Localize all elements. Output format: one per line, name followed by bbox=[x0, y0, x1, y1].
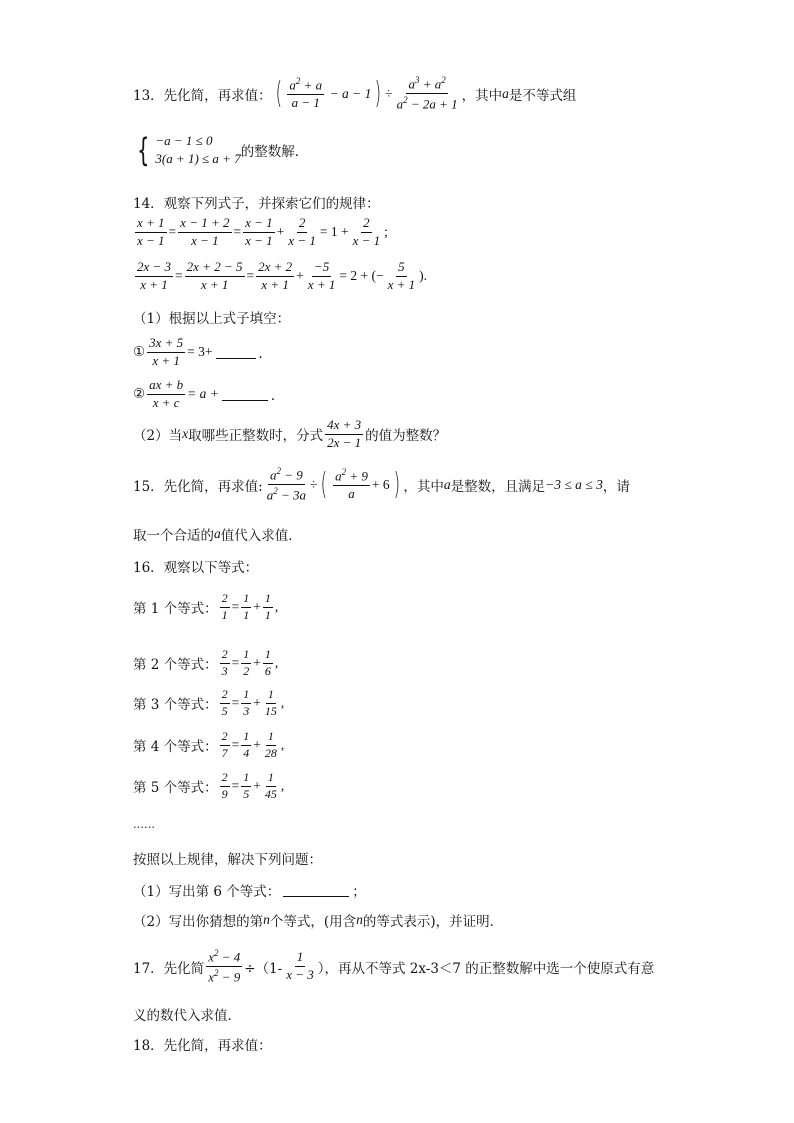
q17-tail: ），再从不等式 2x-3＜7 的正整数解中选一个使原式有意 bbox=[317, 960, 655, 977]
q13-div: ÷ bbox=[385, 85, 393, 101]
circle-1: ① bbox=[133, 344, 146, 361]
q14-p2c: 的值为整数？ bbox=[365, 428, 447, 445]
q13-frac2: $\frac{a^3 + a^2}{a^2 - 2a + 1}$ bbox=[396, 75, 458, 112]
q14-p2a: （2）当 bbox=[133, 428, 183, 445]
q16-p2n2: n bbox=[356, 912, 363, 927]
q14-example1: $\frac{x + 1}{x - 1}$ = $\frac{x - 1 + 2}{x - 1}$ = $\frac{x - 1}{x - 1}$ + $\frac{2}{x - 1}$ = 1 + $\frac{2}{x - 1}$ ; bbox=[137, 215, 388, 248]
q13-tail2: 是不等式组 bbox=[508, 87, 577, 104]
q15-tail-c: ，请 bbox=[602, 478, 630, 495]
q16-eq1: 第 1 个等式： $\frac{2}{1}$ = $\frac{1}{1}$ + $\frac{1}{1}$ , bbox=[133, 591, 279, 622]
q14-p2x: x bbox=[182, 426, 189, 442]
q14-part1: （1）根据以上式子填空： bbox=[133, 311, 291, 327]
q16-p2c: 的等式表示)，并证明． bbox=[362, 914, 504, 930]
q15-tail-var: a bbox=[443, 476, 451, 492]
eq2-label: 第 2 个等式： bbox=[133, 657, 218, 674]
fill2-dot: ． bbox=[270, 388, 285, 405]
paren-right: ) bbox=[375, 75, 382, 111]
q13-var: a bbox=[502, 85, 509, 101]
q13-system bbox=[133, 132, 308, 167]
q16-p2 bbox=[133, 910, 503, 930]
ineq-1: −a − 1 ≤ 0 bbox=[155, 133, 213, 148]
q14-fill2: ② $\frac{ax + b}{x + c}$ = a + ． bbox=[133, 377, 285, 410]
q14-p2b: 取哪些正整数时，分式 bbox=[188, 428, 324, 445]
q15-line1: 15．先化简，再求值: $\frac{a^2 - 9}{a^2 - 3a}$ ÷ ( $\frac{a^2 + 9}{a}$ + 6 ) ，其中 a 是整数，且满足 −3 ≤ a ≤ 3 ，请 bbox=[133, 466, 630, 503]
q16-eq5: 第 5 个等式： $\frac{2}{9}$ = $\frac{1}{5}$ + $\frac{1}{45}$ , bbox=[133, 770, 285, 801]
q15-tail-a: ，其中 bbox=[403, 478, 444, 495]
fill1-dot: ． bbox=[258, 346, 273, 363]
q15-l2var: a bbox=[214, 526, 221, 541]
q15-line2 bbox=[133, 524, 302, 544]
circle-2: ② bbox=[133, 386, 146, 403]
ineq-2: 3(a + 1) ≤ a + 7 bbox=[155, 150, 241, 166]
q15-l2b: 值代入求值． bbox=[220, 528, 302, 544]
q14-example2: $\frac{2x - 3}{x + 1}$ = $\frac{2x + 2 - 5}{x + 1}$ = $\frac{2x + 2}{x + 1}$ + $\frac{-5}{x + 1}$ = 2 + (− $\frac{5}{x + 1}$ ). bbox=[137, 259, 427, 292]
q16-ellipsis: …… bbox=[133, 818, 155, 831]
q16-p1-end: ； bbox=[352, 884, 366, 900]
q16-rule: 按照以上规律，解决下列问题： bbox=[133, 852, 322, 868]
q16-eq2: 第 2 个等式： $\frac{2}{3}$ = $\frac{1}{2}$ + $\frac{1}{6}$ , bbox=[133, 647, 279, 678]
eq4-label: 第 4 个等式： bbox=[133, 739, 218, 756]
q13-tail: ，其中 bbox=[461, 87, 503, 104]
q15-tail-b: 是整数，且满足 bbox=[450, 478, 546, 495]
q14-part2: （2）当 x 取哪些正整数时，分式 $\frac{4x + 3}{2x - 1}$ 的值为整数？ bbox=[133, 417, 447, 450]
q14-intro: 14．观察下列式子，并探索它们的规律： bbox=[133, 196, 380, 212]
q16-eq4: 第 4 个等式： $\frac{2}{7}$ = $\frac{1}{4}$ + $\frac{1}{28}$ , bbox=[133, 729, 285, 760]
q13-line1 bbox=[133, 75, 576, 113]
fill2-lhs: = a + bbox=[187, 386, 219, 402]
fill1-lhs: = 3+ bbox=[187, 344, 213, 360]
brace-icon: { bbox=[137, 130, 150, 169]
q16-intro: 16．观察以下等式： bbox=[133, 560, 259, 576]
answer-blank-1[interactable] bbox=[216, 346, 256, 359]
answer-blank-2[interactable] bbox=[222, 388, 268, 401]
q15-l2a: 取一个合适的 bbox=[133, 528, 214, 544]
q13-intro: 13．先化简，再求值： bbox=[133, 87, 272, 104]
q16-eq3: 第 3 个等式： $\frac{2}{5}$ = $\frac{1}{3}$ + $\frac{1}{15}$ , bbox=[133, 687, 285, 718]
eq3-label: 第 3 个等式： bbox=[133, 697, 218, 714]
q17-intro: 17．先化简 bbox=[133, 960, 205, 977]
q16-p2b: 个等式，(用含 bbox=[269, 914, 357, 930]
q17-mid: ÷（1- bbox=[244, 960, 283, 977]
q17-line2: 义的数代入求值． bbox=[133, 1008, 241, 1024]
q15-range: −3 ≤ a ≤ 3 bbox=[545, 476, 603, 492]
q13-frac1: $\frac{a^2 + a}{a - 1}$ bbox=[289, 76, 323, 111]
q17-line1: 17．先化简 $\frac{x^2 - 4}{x^2 - 9}$ ÷（1- $\frac{1}{x - 3}$ ），再从不等式 2x-3＜7 的正整数解中选一个使原式有意 bbox=[133, 948, 655, 985]
q15-intro: 15．先化简，再求值: bbox=[133, 478, 263, 495]
q13-ineq-tail: 的整数解． bbox=[240, 143, 309, 160]
q16-p1-text: （1）写出第 6 个等式： bbox=[133, 884, 281, 900]
inequality-system bbox=[155, 132, 240, 167]
q16-p1 bbox=[133, 880, 366, 900]
eq5-label: 第 5 个等式： bbox=[133, 780, 218, 797]
answer-blank-3[interactable] bbox=[283, 884, 349, 897]
q16-p2a: （2）写出你猜想的第 bbox=[133, 914, 264, 930]
q18-intro: 18．先化简，再求值： bbox=[133, 1038, 272, 1054]
paren-left: ( bbox=[275, 75, 282, 111]
eq1-label: 第 1 个等式： bbox=[133, 601, 218, 618]
q13-expr: − a − 1 bbox=[326, 85, 372, 101]
q16-p2n: n bbox=[263, 912, 270, 927]
q14-fill1: ① $\frac{3x + 5}{x + 1}$ = 3+ ． bbox=[133, 335, 273, 368]
